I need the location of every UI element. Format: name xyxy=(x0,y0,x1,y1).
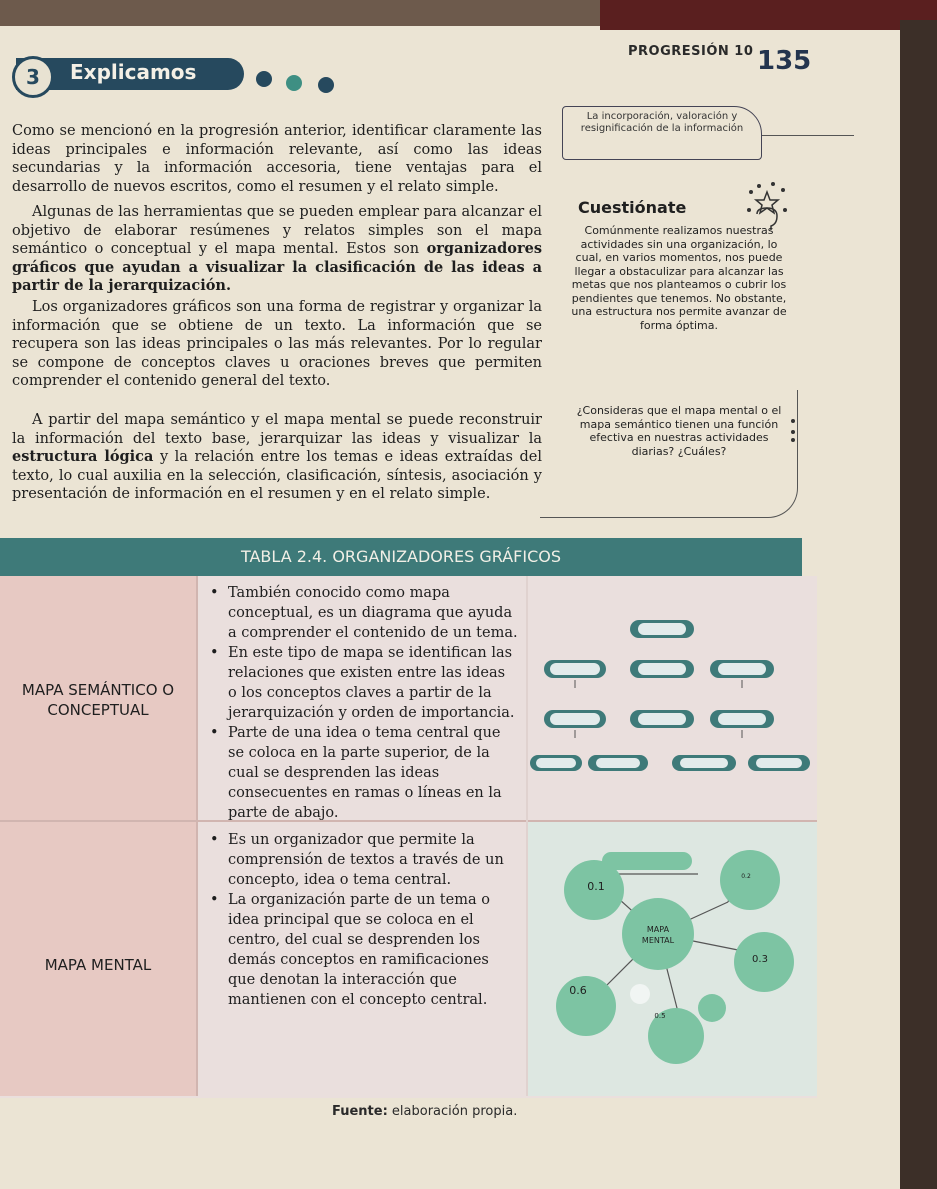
decorative-dot-icon xyxy=(318,77,334,93)
mind-map-node xyxy=(720,850,780,910)
mind-map-node-label: 0.5 xyxy=(654,1012,666,1020)
row-label-line: CONCEPTUAL xyxy=(47,701,149,719)
paragraph-maps-bold: estructura lógica xyxy=(12,448,154,465)
sidebar-title: Cuestiónate xyxy=(578,198,687,217)
column-divider xyxy=(196,576,198,1096)
decorative-dot-icon xyxy=(256,71,272,87)
mind-map-node-label: 0.1 xyxy=(587,880,605,893)
callout-line-1: La incorporación, valoración y xyxy=(586,111,738,122)
mind-map-small-node xyxy=(698,994,726,1022)
row-label-semantic-map xyxy=(0,680,196,720)
decorative-dot-icon xyxy=(286,75,302,91)
sidebar-question: ¿Consideras que el mapa mental o el mapa semántico tienen una función efectiva en nuestras actividades diarias? ¿Cuáles? xyxy=(576,404,782,458)
mind-map-illustration xyxy=(528,822,817,1096)
table-source xyxy=(332,1104,517,1119)
background-edge xyxy=(600,0,937,30)
list-item: • Parte de una idea o tema central que se coloca en la parte superior, de la cual se desprenden las ideas consecuentes en ramas o líneas en la parte de abajo. xyxy=(208,723,518,823)
list-item: • Es un organizador que permite la comprensión de textos a través de un concepto, idea o tema central. xyxy=(208,830,518,890)
paragraph-tools-text: Algunas de las herramientas que se pueden emplear para alcanzar el objetivo de elaborar resúmenes y relatos simples son el mapa semántico o conceptual y el mapa mental. Estos son xyxy=(12,204,542,257)
paragraph-organizers xyxy=(12,298,542,391)
background-edge-right xyxy=(900,20,937,1189)
semantic-map-illustration xyxy=(528,600,814,780)
mind-map-small-node xyxy=(630,984,650,1004)
row-label-mind-map: MAPA MENTAL xyxy=(44,956,152,974)
paragraph-maps-text-c: y la relación entre los temas e ideas extraídas del texto, lo cual auxilia en la selección, clasificación, síntesis, asociación y presentación de información en el resumen y en el relato simple. xyxy=(12,449,542,502)
mind-map-center-label: MENTAL xyxy=(641,936,675,945)
source-text: elaboración propia. xyxy=(387,1104,518,1119)
page-number: 135 xyxy=(757,46,812,76)
sidebar-frame-gap xyxy=(540,516,670,517)
list-item: • La organización parte de un tema o idea principal que se coloca en el centro, del cual se desprenden los demás conceptos en ramificaciones que denotan la interacción que mantienen con el concepto central. xyxy=(208,890,518,1010)
paragraph-tools xyxy=(12,203,542,296)
list-item: • En este tipo de mapa se identifican las relaciones que existen entre las ideas o los conceptos claves a partir de la jerarquización y orden de importancia. xyxy=(208,643,518,723)
callout-line-2: resignificación de la información xyxy=(580,123,744,134)
paragraph-maps xyxy=(12,411,542,504)
paragraph-intro: Como se mencionó en la progresión anterior, identificar claramente las ideas principales e información relevante, así como las ideas secundarias y la información accesoria, tiene ventajas para el desarrollo de nuevos escritos, como el resumen y el relato simple. xyxy=(12,123,542,195)
table-title: TABLA 2.4. ORGANIZADORES GRÁFICOS xyxy=(0,538,802,576)
sidebar-text: Comúnmente realizamos nuestras actividades sin una organización, lo cual, en varios momentos, nos puede llegar a obstaculizar para alcanzar las metas que nos planteamos o cubrir los pendientes que tenemos. No obstante, una estructura nos permite avanzar de forma óptima. xyxy=(571,224,787,332)
mind-map-node-label: 0.3 xyxy=(752,954,768,965)
thinking-head-icon xyxy=(745,180,789,230)
source-label: Fuente: xyxy=(332,1104,388,1119)
learning-callout xyxy=(562,106,762,160)
progression-label: PROGRESIÓN 10 xyxy=(628,44,754,59)
sidebar-frame xyxy=(540,390,798,518)
section-title: Explicamos xyxy=(70,60,197,84)
paragraph-tools-bold: organizadores gráficos que ayudan a visualizar la clasificación de las ideas a partir de la jerarquización. xyxy=(12,240,542,294)
callout-connector xyxy=(762,135,854,136)
row-label-line: MAPA SEMÁNTICO O xyxy=(21,681,175,699)
mind-map-center-label: MAPA xyxy=(646,925,670,934)
paragraph-organizers-text: Los organizadores gráficos son una forma de registrar y organizar la información que se obtiene de un texto. La información que se recupera son las ideas principales o las más relevantes. Por lo regular se compone de conceptos claves u oraciones breves que permiten comprender el contenido general del texto. xyxy=(12,299,542,389)
ellipsis-dots-icon xyxy=(790,418,796,458)
semantic-map-bullets xyxy=(208,583,518,823)
list-item: • También conocido como mapa conceptual, es un diagrama que ayuda a comprender el contenido de un tema. xyxy=(208,583,518,643)
mind-map-bullets xyxy=(208,830,518,1010)
mind-map-title-node xyxy=(602,852,692,870)
mind-map-node-label: 0.6 xyxy=(569,984,587,997)
mind-map-center-node xyxy=(622,898,694,970)
mind-map-node-label: 0.2 xyxy=(741,873,751,880)
section-number: 3 xyxy=(12,56,54,98)
paragraph-maps-text-a: A partir del mapa semántico y el mapa mental se puede reconstruir la información del texto base, jerarquizar las ideas y visualizar la xyxy=(12,412,542,447)
